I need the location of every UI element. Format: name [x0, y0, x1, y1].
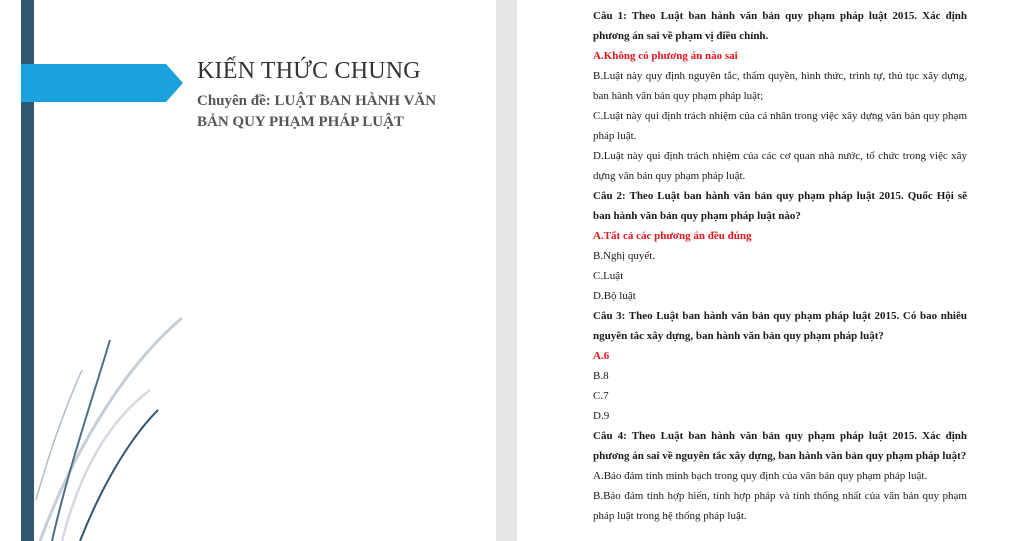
cover-subtitle: Chuyên đề: LUẬT BAN HÀNH VĂN BẢN QUY PHẠM PHÁP LUẬT [197, 93, 437, 130]
cover-decorative-curves [0, 300, 200, 541]
answer-3: A.6 [593, 350, 610, 362]
option-2c: C.Luật [593, 270, 624, 282]
option-3c: C.7 [593, 390, 609, 402]
answer-2: A.Tất cả các phương án đều đúng [593, 230, 752, 242]
curve-thin [36, 370, 82, 500]
cover-title: KIẾN THỨC CHUNG [197, 58, 421, 84]
question-4: Câu 4: Theo Luật ban hành văn bản quy phạm pháp luật 2015. Xác định phương án sai về nguyên tắc xây dựng, ban hành văn bản quy phạm pháp luật? [593, 430, 967, 462]
questions-content [593, 6, 967, 526]
curve-light-2 [62, 390, 150, 541]
curve-mid [52, 340, 110, 541]
cover-arrow-ribbon [21, 64, 183, 102]
cover-page [0, 0, 496, 541]
option-1c: C.Luật này qui định trách nhiệm của cá nhân trong việc xây dựng văn bản quy phạm pháp luật. [593, 110, 967, 142]
answer-1: A.Không có phương án nào sai [593, 50, 738, 62]
option-4a: A.Bảo đảm tính minh bạch trong quy định của văn bản quy phạm pháp luật. [593, 470, 928, 482]
option-1b: B.Luật này quy định nguyên tắc, thẩm quyền, hình thức, trình tự, thủ tục xây dựng, ban hành văn bản quy phạm pháp luật; [593, 70, 967, 102]
option-3d: D.9 [593, 410, 610, 422]
question-3: Câu 3: Theo Luật ban hành văn bản quy phạm pháp luật 2015. Có bao nhiêu nguyên tắc xây dựng, ban hành văn bản quy phạm pháp luật? [593, 310, 967, 342]
ribbon-shape [21, 64, 183, 102]
option-4b: B.Bảo đảm tính hợp hiến, tính hợp pháp và tính thống nhất của văn bản quy phạm pháp luật trong hệ thống pháp luật. [593, 490, 967, 522]
option-2b: B.Nghị quyết. [593, 250, 656, 262]
option-1d: D.Luật này qui định trách nhiệm của các cơ quan nhà nước, tổ chức trong việc xây dựng văn bản quy phạm pháp luật. [593, 150, 967, 182]
option-3b: B.8 [593, 370, 609, 382]
option-2d: D.Bộ luật [593, 290, 636, 302]
question-2: Câu 2: Theo Luật ban hành văn bản quy phạm pháp luật 2015. Quốc Hội sẽ ban hành văn bản quy phạm pháp luật nào? [593, 190, 967, 222]
questions-page [517, 0, 1024, 541]
question-1: Câu 1: Theo Luật ban hành văn bản quy phạm pháp luật 2015. Xác định phương án sai về phạm vị điều chỉnh. [593, 10, 967, 42]
